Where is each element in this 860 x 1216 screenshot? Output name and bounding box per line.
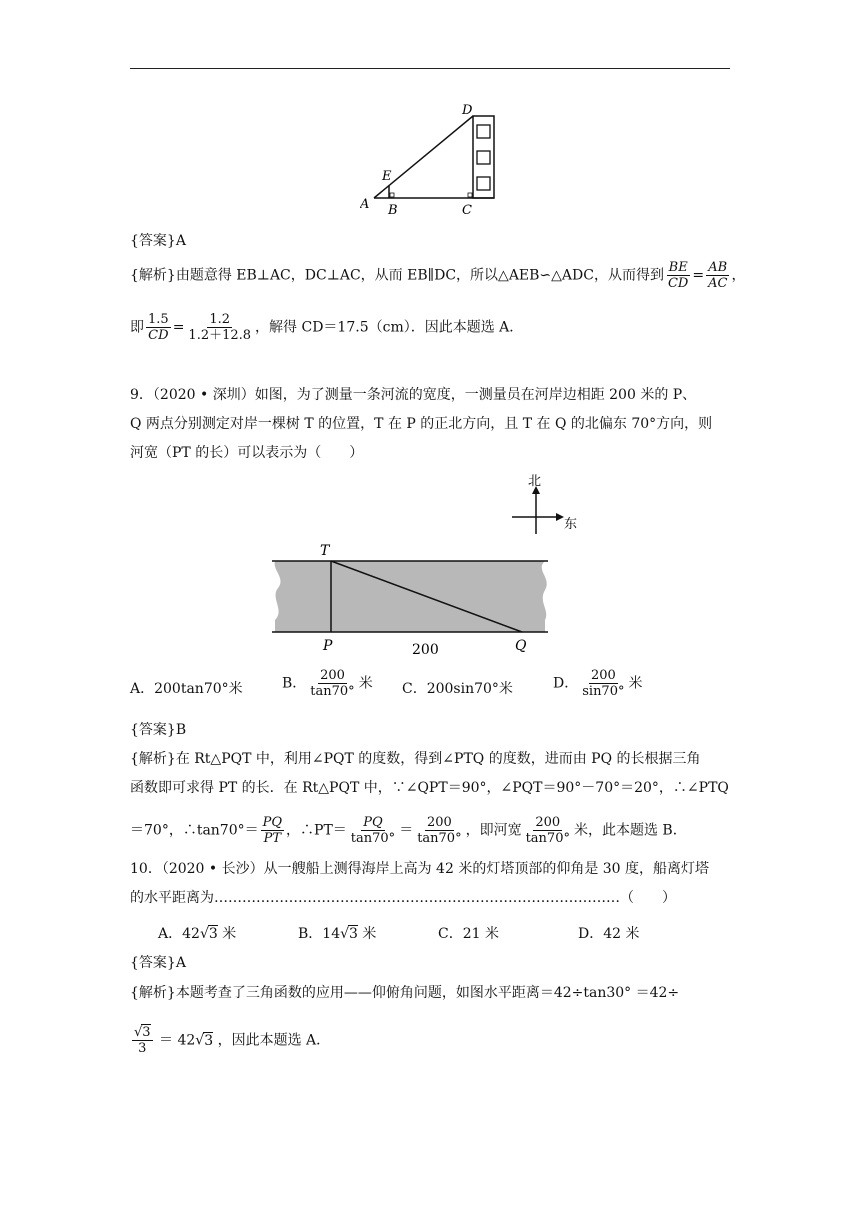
triangle-figure xyxy=(360,100,510,220)
q9-analysis-line2: 函数即可求得 PT 的长．在 Rt△PQT 中，∵∠QPT＝90°，∠PQT＝90°－70°＝20°，∴∠PTQ xyxy=(130,780,729,796)
q10-option-c: C．21 米 xyxy=(438,926,499,942)
river-figure xyxy=(260,470,590,662)
q9-option-c: C．200sin70°米 xyxy=(402,681,513,697)
q9-question-line1: 9．（2020 • 深圳）如图，为了测量一条河流的宽度，一测量员在河岸边相距 200 米的 P、 xyxy=(130,387,697,403)
fraction: $\frac{AB}{AC}$ xyxy=(708,260,728,291)
q10-option-b: B．14√3 米 xyxy=(298,926,377,942)
label-E: E xyxy=(382,169,392,184)
q9-question-line2: Q 两点分别测定对岸一棵树 T 的位置，T 在 P 的正北方向，且 T 在 Q 的北偏东 70°方向，则 xyxy=(130,416,713,432)
fraction: $\frac{200}{\sin 70^\circ}$ xyxy=(582,668,625,699)
header-rule xyxy=(130,68,730,69)
label-P: P xyxy=(323,638,333,654)
fraction: $\frac{BE}{CD}$ xyxy=(667,260,689,291)
q10-analysis-line2: $\frac{√3}{3}$ ＝ 42√3 ，因此本题选 A． xyxy=(134,1025,331,1056)
north-label: 北 xyxy=(528,474,542,489)
distance-label: 200 xyxy=(412,642,439,658)
fraction: $\frac{200}{\tan 70^\circ}$ xyxy=(310,668,355,699)
label-D: D xyxy=(462,103,473,118)
q10-option-a: A．42√3 米 xyxy=(158,926,237,942)
q9-analysis-line1: {解析}在 Rt△PQT 中，利用∠PQT 的度数，得到∠PTQ 的度数，进而由 PQ 的长根据三角 xyxy=(130,751,701,767)
label-A: A xyxy=(360,197,370,212)
q10-question-line1: 10．（2020 • 长沙）从一艘船上测得海岸上高为 42 米的灯塔顶部的仰角是 30 度，船离灯塔 xyxy=(130,861,710,877)
label-C: C xyxy=(462,203,472,218)
q9-answer: {答案}B xyxy=(130,722,187,738)
fraction: $\frac{1.2}{1.2+12.8}$ xyxy=(188,312,252,343)
q8-analysis-line2: 即 $\frac{1.5}{CD}$ = $\frac{1.2}{1.2+12.8}$ ，解得 CD＝17.5（cm）．因此本题选 A． xyxy=(130,312,524,343)
fraction: $\frac{PQ}{\tan 70^\circ}$ xyxy=(350,815,396,846)
label-Q: Q xyxy=(515,638,527,654)
q9-option-d: D． $\frac{200}{\sin 70^\circ}$ 米 xyxy=(553,668,643,699)
q8-analysis-line1: {解析}由题意得 EB⊥AC，DC⊥AC，从而 EB∥DC，所以△AEB∽△ADC，从而得到 $\frac{BE}{CD}$ = $\frac{AB}{AC}$ ， xyxy=(130,260,746,291)
fraction: $\frac{PQ}{PT}$ xyxy=(262,815,283,846)
east-label: 东 xyxy=(564,517,578,532)
q9-option-b: B． $\frac{200}{\tan 70^\circ}$ 米 xyxy=(282,668,373,699)
q10-analysis-line1: {解析}本题考查了三角函数的应用——仰俯角问题，如图水平距离＝42÷tan30° ＝42÷ xyxy=(130,985,680,1001)
q9-analysis-line3: ＝70°，∴tan70°＝ $\frac{PQ}{PT}$ ，∴PT＝ $\frac{PQ}{\tan 70^\circ}$ ＝ $\frac{200}{\tan 70^\circ}$ ，即河宽 $\frac{200}{\tan 70^\circ}$ 米，此本题选 B． xyxy=(130,815,687,846)
fraction: $\frac{200}{\tan 70^\circ}$ xyxy=(417,815,462,846)
q10-option-d: D．42 米 xyxy=(578,926,640,942)
q10-question-line2: 的水平距离为……………………………………………………………………………（ ） xyxy=(130,890,676,906)
q9-option-a: A．200tan70°米 xyxy=(130,681,243,697)
q10-answer: {答案}A xyxy=(130,955,186,971)
fraction: $\frac{1.5}{CD}$ xyxy=(148,312,169,343)
fraction: $\frac{200}{\tan 70^\circ}$ xyxy=(525,815,570,846)
q8-answer: {答案}A xyxy=(130,233,186,249)
label-T: T xyxy=(320,543,330,559)
fraction: $\frac{√3}{3}$ xyxy=(134,1025,151,1056)
q9-question-line3: 河宽（PT 的长）可以表示为（ ） xyxy=(130,445,364,461)
label-B: B xyxy=(388,203,398,218)
